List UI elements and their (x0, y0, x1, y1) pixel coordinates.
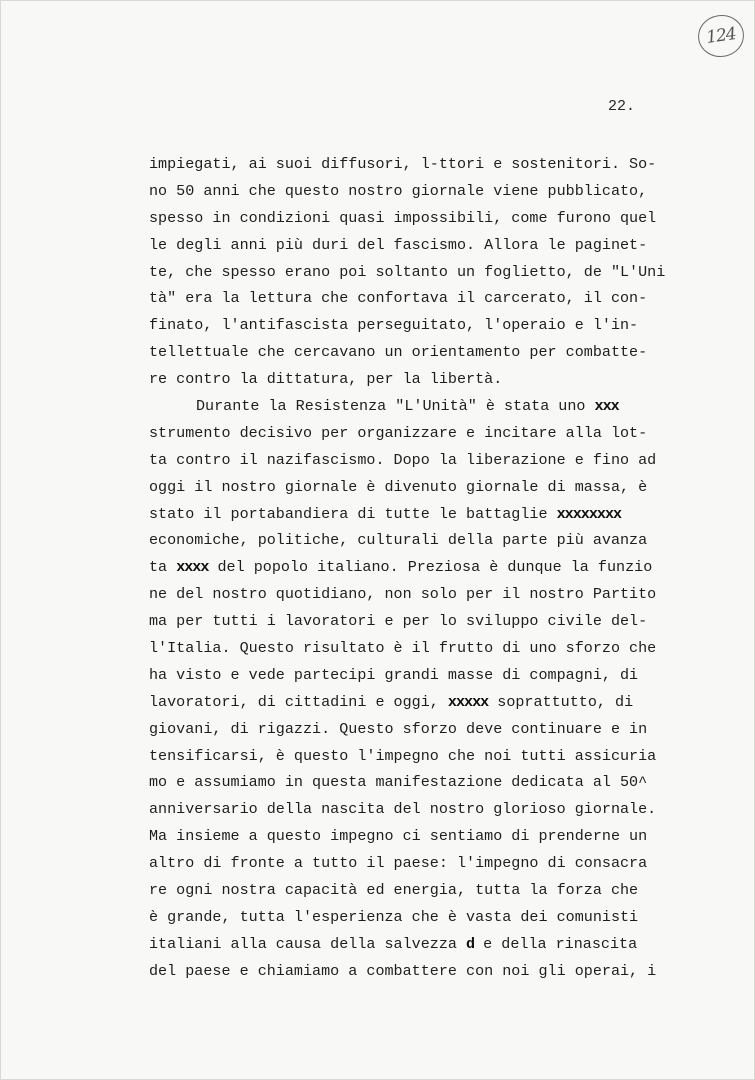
text-line (149, 823, 719, 850)
typewritten-body (149, 151, 719, 985)
line-text: re ogni nostra capacità ed energia, tutta la forza che (149, 881, 639, 900)
line-text: Ma insieme a questo impegno ci sentiamo di prenderne un (149, 827, 648, 846)
line-text: stato il portabandiera di tutte le battaglie (149, 504, 557, 523)
text-line (149, 850, 719, 877)
line-text-continued: e della rinascita (474, 934, 638, 953)
text-line (149, 931, 719, 958)
text-line (149, 339, 719, 366)
line-text: te, che spesso erano poi soltanto un foglietto, de "L'Uni (149, 262, 666, 281)
text-line (149, 151, 719, 178)
text-line (149, 527, 719, 554)
line-text: ne del nostro quotidiano, non solo per il nostro Partito (149, 585, 657, 604)
line-text: spesso in condizioni quasi impossibili, come furono quel (149, 208, 657, 227)
line-text: Durante la Resistenza "L'Unità" è stata uno (196, 397, 595, 416)
text-line (149, 447, 719, 474)
text-line (149, 501, 719, 528)
line-text: lavoratori, di cittadini e oggi, (149, 692, 448, 711)
text-line (149, 796, 719, 823)
line-text: le degli anni più duri del fascismo. Allora le paginet- (149, 235, 648, 254)
line-text: italiani alla causa della salvezza (149, 934, 467, 953)
text-line (149, 958, 719, 985)
line-text: tensificarsi, è questo l'impegno che noi tutti assicuria (149, 746, 657, 765)
text-line (149, 877, 719, 904)
struck-out-text: xxxxxxxx (556, 504, 622, 523)
page-number: 22. (608, 98, 636, 115)
text-line (149, 393, 719, 420)
struck-out-text: d (466, 934, 475, 953)
text-line (149, 312, 719, 339)
struck-out-text: xxxx (176, 558, 209, 577)
struck-out-text: xxxxx (447, 692, 489, 711)
text-line (149, 904, 719, 931)
line-text: ha visto e vede partecipi grandi masse di compagni, di (149, 665, 639, 684)
text-line (149, 581, 719, 608)
text-line (149, 474, 719, 501)
text-line (149, 420, 719, 447)
text-line (149, 205, 719, 232)
line-text: del paese e chiamiamo a combattere con noi gli operai, i (149, 961, 657, 980)
text-line (149, 366, 719, 393)
line-text-continued: del popolo italiano. Preziosa è dunque la funzio (208, 558, 653, 577)
text-line (149, 769, 719, 796)
text-line (149, 635, 719, 662)
text-line (149, 259, 719, 286)
text-line (149, 232, 719, 259)
line-text-continued: soprattutto, di (488, 692, 634, 711)
line-text: re contro la dittatura, per la libertà. (149, 370, 503, 389)
line-text: strumento decisivo per organizzare e incitare alla lot- (149, 423, 648, 442)
line-text: tà" era la lettura che confortava il carcerato, il con- (149, 289, 648, 308)
text-line (149, 178, 719, 205)
text-line (149, 554, 719, 581)
text-line (149, 689, 719, 716)
text-line (149, 743, 719, 770)
line-text: altro di fronte a tutto il paese: l'impegno di consacra (149, 854, 648, 873)
line-text: no 50 anni che questo nostro giornale viene pubblicato, (149, 181, 648, 200)
line-text: impiegati, ai suoi diffusori, l-ttori e sostenitori. So- (149, 155, 657, 173)
struck-out-text: xxx (594, 397, 619, 416)
line-text: finato, l'antifascista perseguitato, l'operaio e l'in- (149, 316, 639, 335)
archive-number-stamp: 124 (695, 12, 746, 60)
line-text: oggi il nostro giornale è divenuto giornale di massa, è (149, 477, 648, 496)
line-text: ta contro il nazifascismo. Dopo la liberazione e fino ad (149, 450, 657, 469)
line-text: economiche, politiche, culturali della parte più avanza (149, 531, 648, 550)
line-text: giovani, di rigazzi. Questo sforzo deve continuare e in (149, 719, 648, 738)
text-line (149, 716, 719, 743)
line-text: ta (149, 558, 177, 577)
line-text: anniversario della nascita del nostro glorioso giornale. (149, 800, 657, 819)
line-text: l'Italia. Questo risultato è il frutto di uno sforzo che (149, 639, 657, 658)
text-line (149, 608, 719, 635)
line-text: mo e assumiamo in questa manifestazione dedicata al 50^ (149, 773, 648, 792)
line-text: è grande, tutta l'esperienza che è vasta dei comunisti (149, 907, 639, 926)
text-line (149, 285, 719, 312)
line-text: tellettuale che cercavano un orientamento per combatte- (149, 343, 648, 362)
text-line (149, 662, 719, 689)
line-text: ma per tutti i lavoratori e per lo sviluppo civile del- (149, 612, 648, 631)
